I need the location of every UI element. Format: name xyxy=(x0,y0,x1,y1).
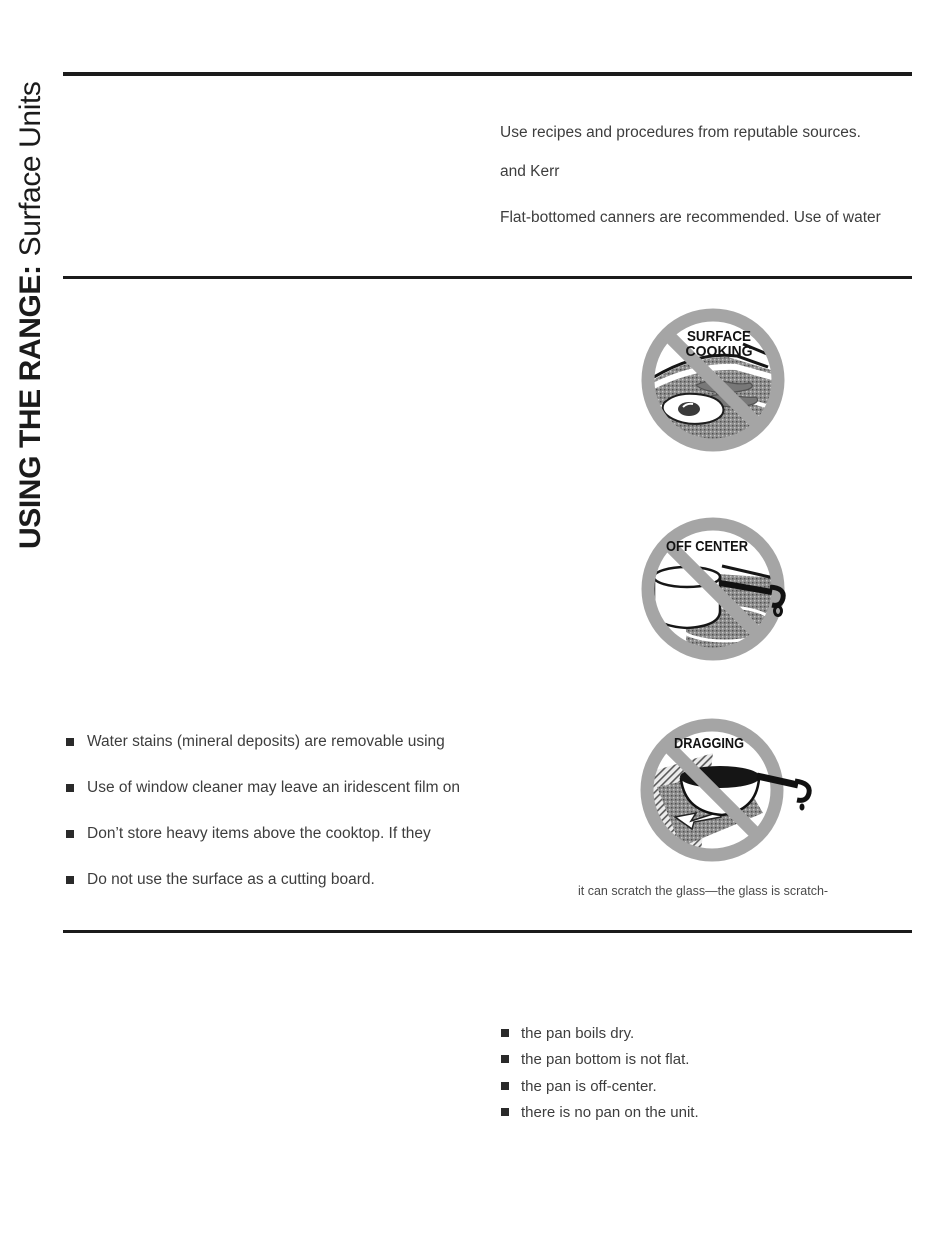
list-item xyxy=(501,1104,699,1121)
icon-label: OFF CENTER xyxy=(666,538,749,555)
list-item xyxy=(501,1025,634,1042)
bullet-square-icon xyxy=(66,784,74,792)
bullet-text: Use of window cleaner may leave an iridescent film on xyxy=(87,779,461,796)
list-item xyxy=(501,1051,689,1068)
bullet-text: the pan is off-center. xyxy=(521,1078,657,1095)
list-item xyxy=(66,825,431,843)
canning-text-line: Use recipes and procedures from reputable sources. xyxy=(500,124,861,141)
list-item xyxy=(66,871,375,889)
bullet-square-icon xyxy=(66,830,74,838)
section-divider-middle xyxy=(63,276,912,279)
pan-handle-drip xyxy=(800,804,805,811)
list-item xyxy=(66,779,460,797)
page-title xyxy=(14,82,47,550)
no-off-center-icon xyxy=(640,514,825,664)
bullet-square-icon xyxy=(501,1029,509,1037)
list-item xyxy=(501,1078,657,1095)
bullet-square-icon xyxy=(501,1082,509,1090)
bullet-text: Don’t store heavy items above the cooktop. If they xyxy=(87,825,431,842)
bullet-square-icon xyxy=(66,876,74,884)
no-surface-cooking-icon xyxy=(640,305,825,455)
bullet-text: Do not use the surface as a cutting board. xyxy=(87,871,375,888)
list-item xyxy=(66,733,445,751)
bullet-text: there is no pan on the unit. xyxy=(521,1104,699,1121)
icon-label: DRAGGING xyxy=(674,735,744,752)
icon-label: SURFACE xyxy=(687,328,751,345)
section-divider-bottom xyxy=(63,930,912,933)
page-title-regular: Surface Units xyxy=(14,81,47,257)
bullet-square-icon xyxy=(501,1108,509,1116)
dragging-caption: it can scratch the glass—the glass is scratch- xyxy=(578,884,829,898)
canning-text-line: and Kerr xyxy=(500,163,560,180)
bullet-text: the pan bottom is not flat. xyxy=(521,1051,690,1068)
bullet-text: the pan boils dry. xyxy=(521,1025,635,1042)
pan-handle xyxy=(757,776,798,785)
no-dragging-icon xyxy=(639,715,824,865)
bullet-square-icon xyxy=(66,738,74,746)
bullet-text: Water stains (mineral deposits) are removable using xyxy=(87,733,445,750)
bullet-square-icon xyxy=(501,1055,509,1063)
section-divider-top xyxy=(63,72,912,76)
canning-text-line: Flat-bottomed canners are recommended. Use of water xyxy=(500,209,881,226)
page-title-bold: USING THE RANGE: xyxy=(14,265,47,549)
icon-label: COOKING xyxy=(685,343,753,360)
